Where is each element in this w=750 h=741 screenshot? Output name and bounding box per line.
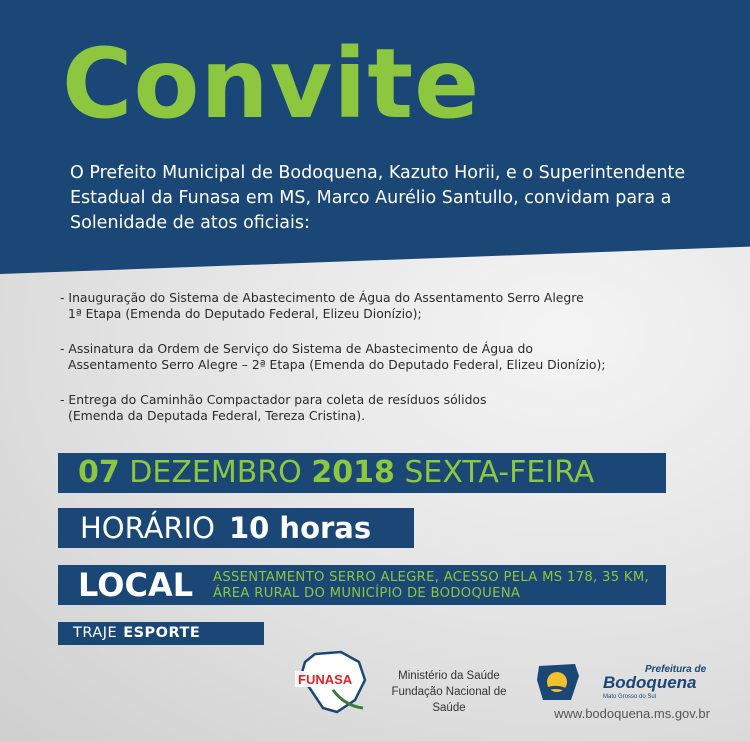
date-month: DEZEMBRO: [129, 455, 302, 490]
list-item-line: - Entrega do Caminhão Compactador para coleta de resíduos sólidos: [60, 392, 487, 407]
list-item: [60, 290, 720, 322]
prefeitura-logo-name: Bodoquena: [603, 673, 697, 692]
prefeitura-logo: [535, 660, 715, 704]
location-label: LOCAL: [78, 566, 194, 604]
prefeitura-logo-title: Prefeitura de: [645, 664, 707, 675]
page-title: Convite: [62, 28, 481, 140]
list-item-line: - Assinatura da Ordem de Serviço do Sistema de Abastecimento de Água do: [60, 341, 533, 356]
ministry-name: Ministério da Saúde: [398, 670, 500, 682]
dress-value: ESPORTE: [123, 625, 201, 641]
prefeitura-logo-sub: Mato Grosso do Sul: [603, 694, 657, 700]
list-item: [60, 341, 720, 373]
intro-text: O Prefeito Municipal de Bodoquena, Kazuto Horii, e o Superintendente Estadual da Funasa em MS, Marco Aurélio Santullo, convidam para a Solenidade de atos oficiais:: [70, 163, 686, 233]
location-line: ASSENTAMENTO SERRO ALEGRE, ACESSO PELA MS 178, 35 KM,: [213, 570, 649, 585]
funasa-logo: [293, 650, 375, 718]
website-link[interactable]: www.bodoquena.ms.gov.br: [554, 706, 710, 721]
list-item-line: Assentamento Serro Alegre – 2ª Etapa (Emenda do Deputado Federal, Elizeu Dionízio);: [68, 357, 606, 372]
dress-label: TRAJE: [73, 625, 118, 641]
date-weekday: SEXTA-FEIRA: [404, 455, 595, 490]
date-day: 07: [78, 455, 120, 490]
location-line: ÁREA RURAL DO MUNICÍPIO DE BODOQUENA: [213, 586, 521, 601]
date-year: 2018: [311, 455, 395, 490]
list-item-line: 1ª Etapa (Emenda do Deputado Federal, Elizeu Dionízio);: [68, 306, 422, 321]
ministry-text: [374, 668, 524, 716]
list-item-line: - Inauguração do Sistema de Abastecimento de Água do Assentamento Serro Alegre: [60, 290, 584, 305]
list-item-line: (Emenda da Deputada Federal, Tereza Cristina).: [68, 408, 366, 423]
funasa-logo-text: FUNASA: [298, 672, 353, 687]
location-address: [213, 570, 653, 602]
time-value: 10 horas: [228, 511, 372, 545]
agenda-list: [60, 290, 720, 443]
dress-code: [73, 622, 200, 645]
foundation-name: Fundação Nacional de Saúde: [391, 686, 507, 714]
list-item: [60, 392, 720, 424]
time-label: HORÁRIO: [80, 511, 215, 545]
event-time: [80, 508, 371, 548]
event-date: [78, 453, 594, 493]
